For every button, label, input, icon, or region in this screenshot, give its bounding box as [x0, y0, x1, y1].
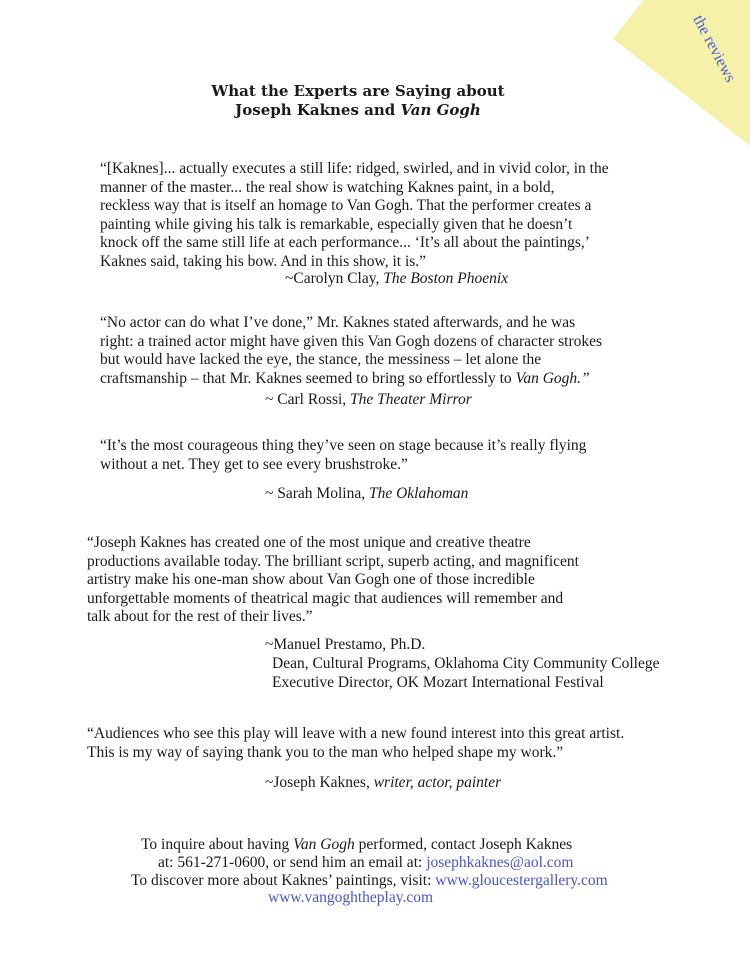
title-line-2-italic: Van Gogh	[400, 101, 481, 119]
title-line-2	[0, 101, 716, 120]
contact-line-1-a: To inquire about having	[141, 836, 294, 853]
review-quote-2	[100, 314, 660, 388]
review-attribution-3	[265, 484, 468, 504]
review-quote-1: “[Kaknes]... actually executes a still life: ridged, swirled, and in vivid color, in the manner of the master... the real show is watching Kaknes paint, in a bold, reckless way that is itself an homage to Van Gogh. That the performer creates a painting while giving his talk is remarkable, especially given that he doesn’t knock off the same still life at each performance... ‘It’s all about the paintings,’ Kaknes said, taking his bow. And in this show, it is.”	[100, 160, 609, 270]
contact-line-4	[268, 889, 433, 908]
title-line-2-plain: Joseph Kaknes and	[235, 101, 401, 119]
review-attribution-5	[265, 773, 501, 793]
page-title	[0, 82, 716, 120]
review-source-2: The Theater Mirror	[350, 391, 472, 408]
review-quote-4: “Joseph Kaknes has created one of the most unique and creative theatre productions available today. The brilliant script, superb acting, and magnificent artistry make his one-man show about Van Gogh one of those incredible unforgettable moments of theatrical magic that audiences will remember and talk about for the rest of their lives.”	[87, 534, 579, 625]
contact-line-1-italic: Van Gogh	[293, 836, 355, 853]
review-quote-5: “Audiences who see this play will leave with a new found interest into this great artist. This is my way of saying thank you to the man who helped shape my work.”	[87, 725, 625, 761]
contact-line-1-b: performed, contact Joseph Kaknes	[354, 836, 573, 853]
gallery-link[interactable]: www.gloucestergallery.com	[435, 872, 608, 889]
title-line-1: What the Experts are Saying about	[211, 82, 505, 100]
contact-line-2	[158, 854, 573, 873]
review-author-3: ~ Sarah Molina,	[265, 485, 369, 502]
review-quote-3: “It’s the most courageous thing they’ve seen on stage because it’s really flying without a net. They get to see every brushstroke.”	[100, 437, 587, 473]
play-website-link[interactable]: www.vangoghtheplay.com	[268, 889, 434, 906]
review-quote-2-italic: Van Gogh.”	[515, 369, 590, 387]
review-author-5: ~Joseph Kaknes,	[265, 774, 374, 791]
review-author-1: ~Carolyn Clay,	[285, 270, 384, 287]
review-source-5: writer, actor, painter	[373, 774, 502, 791]
review-author-2: ~ Carl Rossi,	[265, 391, 351, 408]
email-link[interactable]: josephkaknes@aol.com	[426, 854, 574, 871]
review-attribution-2	[265, 390, 472, 410]
review-author-4-title: Dean, Cultural Programs, Oklahoma City Community College	[272, 655, 660, 672]
review-source-1: The Boston Phoenix	[383, 270, 509, 287]
contact-line-3-a: To discover more about Kaknes’ paintings, visit:	[131, 872, 436, 889]
review-attribution-1	[285, 269, 508, 289]
corner-label: the reviews	[689, 12, 739, 86]
review-author-4: ~Manuel Prestamo, Ph.D.	[265, 636, 426, 653]
contact-line-3	[131, 872, 608, 891]
contact-line-2-a: at: 561-271-0600, or send him an email at:	[158, 854, 427, 871]
contact-line-1	[141, 836, 572, 855]
review-author-4-title-2: Executive Director, OK Mozart International Festival	[272, 674, 604, 691]
review-source-3: The Oklahoman	[368, 485, 469, 502]
review-quote-2-text: “No actor can do what I’ve done,” Mr. Kaknes stated afterwards, and he was right: a trained actor might have given this Van Gogh dozens of character strokes but would have lacked the eye, the stance, the messiness – let alone the craftsmanship – that Mr. Kaknes seemed to bring so effortlessly to	[100, 314, 603, 387]
